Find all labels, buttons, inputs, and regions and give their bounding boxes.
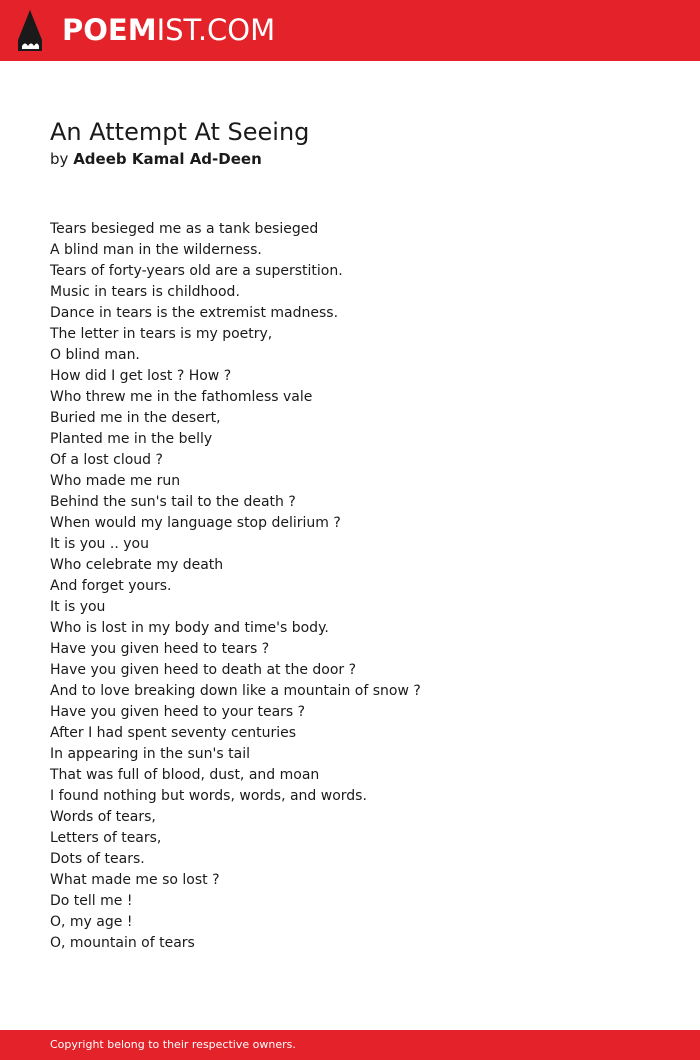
poem-line: When would my language stop delirium ? (50, 515, 341, 531)
poem-line: The letter in tears is my poetry, (50, 326, 273, 342)
poem-line: And forget yours. (50, 578, 172, 594)
poem-title: An Attempt At Seeing (50, 118, 310, 146)
poem-line: That was full of blood, dust, and moan (50, 767, 320, 783)
poem-line: It is you (50, 599, 106, 615)
by-prefix: by (50, 150, 69, 168)
poem-line: O, my age ! (50, 914, 133, 930)
poem-line: Buried me in the desert, (50, 410, 221, 426)
poem-line: Do tell me ! (50, 893, 133, 909)
poem-line: Tears besieged me as a tank besieged (50, 221, 319, 237)
poem-line: Behind the sun's tail to the death ? (50, 494, 296, 510)
poem-line: Of a lost cloud ? (50, 452, 163, 468)
poem-body (50, 219, 670, 954)
poem-line: After I had spent seventy centuries (50, 725, 297, 741)
poem-line: I found nothing but words, words, and words. (50, 788, 367, 804)
poem-line: Who made me run (50, 473, 181, 489)
logo-text-light: IST.COM (156, 13, 276, 47)
poem-line: Music in tears is childhood. (50, 284, 240, 300)
poem-line: Who celebrate my death (50, 557, 224, 573)
poem-line: It is you .. you (50, 536, 149, 552)
poem-line: And to love breaking down like a mountain of snow ? (50, 683, 421, 699)
logo-text-bold: POEM (62, 13, 157, 47)
poem-line: A blind man in the wilderness. (50, 242, 262, 258)
poem-line: Who threw me in the fathomless vale (50, 389, 313, 405)
poem-line: What made me so lost ? (50, 872, 220, 888)
poem-line: Have you given heed to death at the door ? (50, 662, 357, 678)
site-logo[interactable] (62, 13, 275, 47)
poem-line: Letters of tears, (50, 830, 162, 846)
poem-line: In appearing in the sun's tail (50, 746, 250, 762)
poem-line: Have you given heed to your tears ? (50, 704, 306, 720)
pencil-tip-icon (18, 10, 42, 51)
site-header (0, 0, 700, 61)
poem-line: Tears of forty-years old are a superstition. (50, 263, 343, 279)
poem-line: O blind man. (50, 347, 140, 363)
author-name: Adeeb Kamal Ad-Deen (73, 150, 262, 168)
poem-line: Who is lost in my body and time's body. (50, 620, 329, 636)
poem-line: Dance in tears is the extremist madness. (50, 305, 339, 321)
poem-line: Dots of tears. (50, 851, 145, 867)
poem-line: Planted me in the belly (50, 431, 213, 447)
site-footer (0, 1030, 700, 1060)
poem-line: How did I get lost ? How ? (50, 368, 232, 384)
poem-line: O, mountain of tears (50, 935, 195, 951)
copyright-text: Copyright belong to their respective owners. (50, 1038, 296, 1051)
poem-line: Have you given heed to tears ? (50, 641, 270, 657)
byline (50, 149, 262, 169)
poem-line: Words of tears, (50, 809, 156, 825)
